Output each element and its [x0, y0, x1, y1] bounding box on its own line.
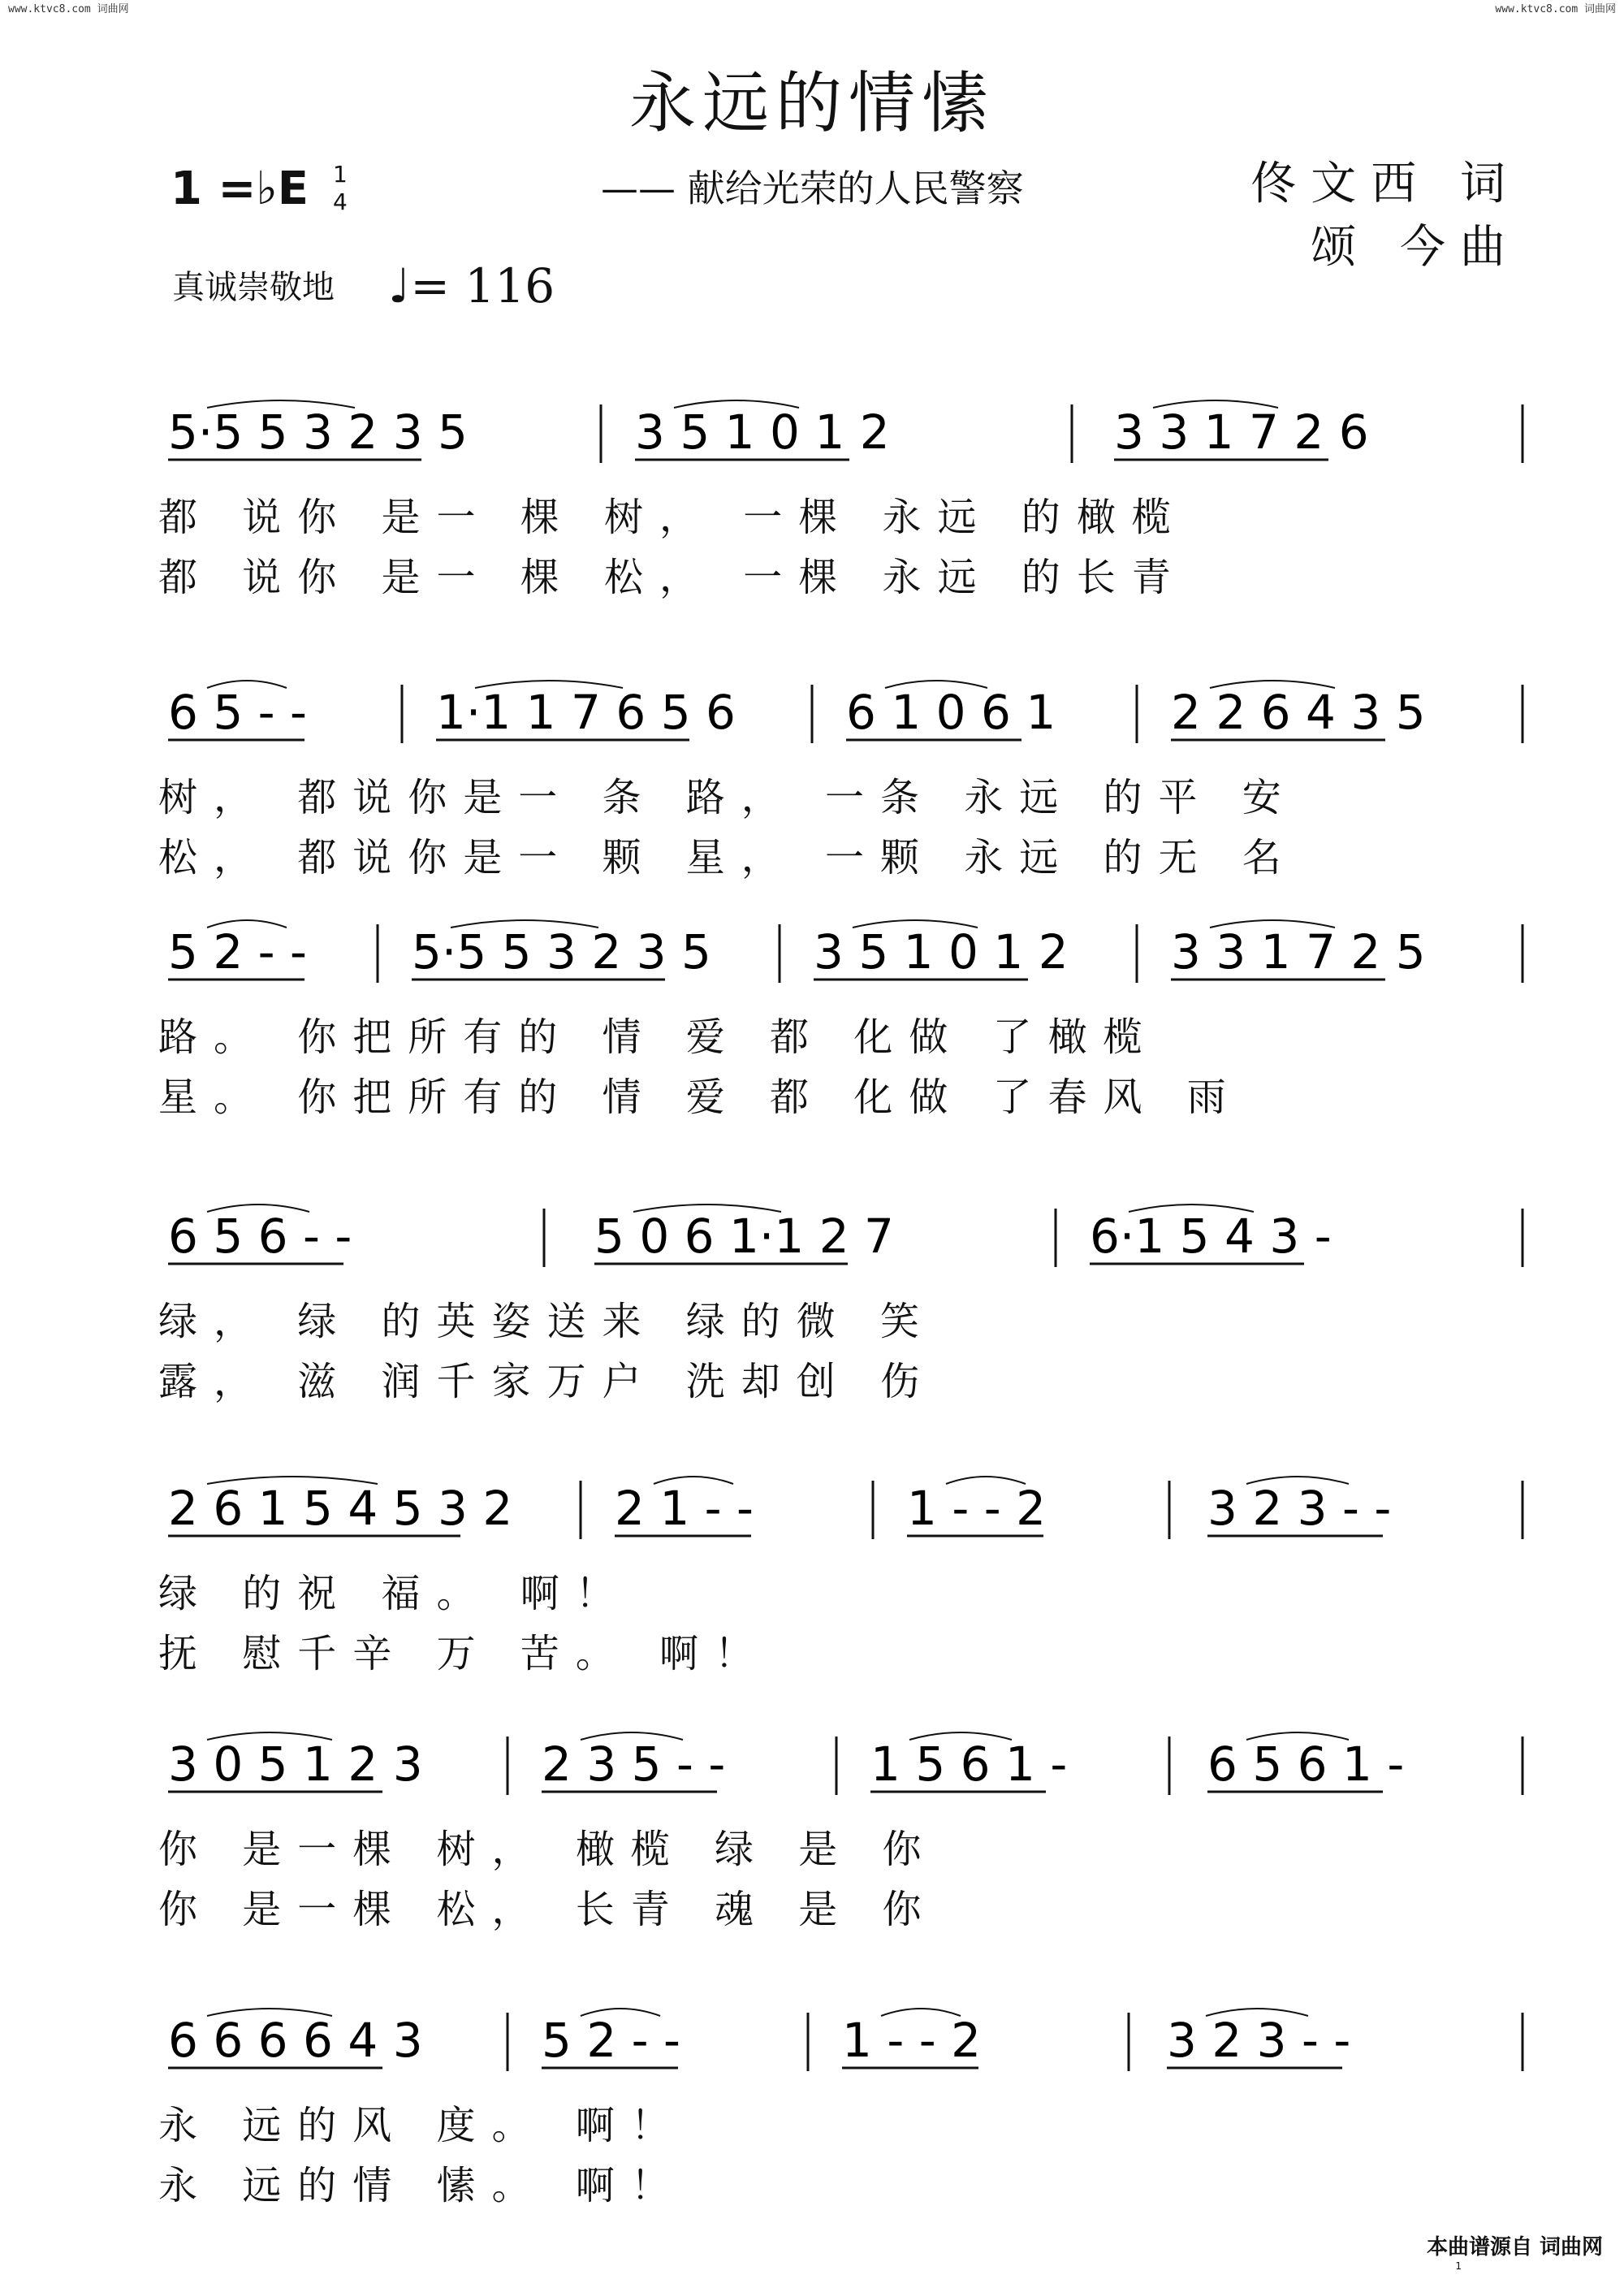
- page-number: 1: [1455, 2260, 1462, 2272]
- measure-notes: 5·5 5 3 2 3 5: [168, 404, 468, 460]
- watermark-left: www.ktvc8.com 词曲网: [8, 3, 129, 15]
- stave-3: [158, 918, 1527, 1129]
- quarter-note-icon: ♩: [388, 258, 411, 314]
- lyric-line-2: 星。 你把所有的 情 爱 都 化做 了春风 雨: [158, 1075, 1242, 1120]
- stave-4: [158, 1202, 1527, 1413]
- measure-notes: 3 0 5 1 2 3: [168, 1737, 423, 1792]
- song-subtitle: —— 献给光荣的人民警察: [601, 167, 1024, 210]
- measure-notes: 1 5 6 1 -: [870, 1737, 1068, 1792]
- notation-line: [158, 918, 1527, 991]
- measure-notes: 3 5 1 0 1 2: [635, 404, 890, 460]
- time-signature-bottom: 4: [333, 188, 348, 215]
- measure-notes: 1·1 1 7 6 5 6: [436, 685, 736, 740]
- notation-line: [158, 1474, 1527, 1547]
- measure-notes: 5·5 5 3 2 3 5: [412, 924, 711, 980]
- stave-5: [158, 1474, 1527, 1685]
- measure-notes: 6 6 6 6 4 3: [168, 2013, 423, 2068]
- time-signature: [333, 161, 348, 216]
- key-signature: 1 =♭E: [171, 162, 309, 215]
- stave-2: [158, 678, 1527, 889]
- lyricist-credit: 佟文西 词: [1250, 158, 1520, 210]
- lyric-line-2: 你 是一棵 松， 长青 魂 是 你: [158, 1887, 938, 1932]
- measure-notes: 2 1 - -: [615, 1481, 754, 1536]
- measure-notes: 2 3 5 - -: [542, 1737, 726, 1792]
- measure-notes: 3 3 1 7 2 5: [1171, 924, 1426, 980]
- measure-notes: 6 5 6 1 -: [1207, 1737, 1405, 1792]
- notation-line: [158, 2006, 1527, 2079]
- expression-marking: 真诚崇敬地: [172, 269, 335, 306]
- tempo-value: = 116: [410, 258, 555, 314]
- measure-notes: 6 1 0 6 1: [846, 685, 1056, 740]
- credits: [1250, 153, 1520, 279]
- measure-notes: 5 2 - -: [168, 924, 307, 980]
- stave-1: [158, 398, 1527, 609]
- lyric-line-2: 抚 慰千辛 万 苦。 啊！: [158, 1631, 771, 1676]
- lyric-line-1: 你 是一棵 树， 橄榄 绿 是 你: [158, 1827, 938, 1872]
- lyric-line-1: 树， 都说你是一 条 路， 一条 永远 的平 安: [158, 775, 1298, 820]
- measure-notes: 6·1 5 4 3 -: [1090, 1209, 1332, 1264]
- time-signature-top: 1: [333, 161, 348, 188]
- song-title: 永远的情愫: [628, 65, 995, 142]
- measure-notes: 2 2 6 4 3 5: [1171, 685, 1426, 740]
- lyric-line-2: 松， 都说你是一 颗 星， 一颗 永远 的无 名: [158, 835, 1298, 880]
- measure-notes: 3 2 3 - -: [1207, 1481, 1392, 1536]
- lyric-line-1: 绿， 绿 的英姿送来 绿的微 笑: [158, 1299, 936, 1344]
- lyric-line-2: 永 远的情 愫。 啊！: [158, 2163, 686, 2208]
- lyric-line-2: 露， 滋 润千家万户 洗却创 伤: [158, 1359, 936, 1404]
- measure-notes: 3 3 1 7 2 6: [1114, 404, 1369, 460]
- measure-notes: 6 5 6 - -: [168, 1209, 352, 1264]
- measure-notes: 6 5 - -: [168, 685, 307, 740]
- lyric-line-1: 都 说你 是一 棵 树， 一棵 永远 的橄榄: [158, 495, 1187, 540]
- notation-line: [158, 1730, 1527, 1803]
- measure-notes: 5 2 - -: [542, 2013, 680, 2068]
- watermark-right: www.ktvc8.com 词曲网: [1495, 3, 1616, 15]
- measure-notes: 5 0 6 1·1 2 7: [594, 1209, 894, 1264]
- notation-line: [158, 678, 1527, 751]
- stave-7: [158, 2006, 1527, 2217]
- measure-notes: 1 - - 2: [842, 2013, 981, 2068]
- stave-6: [158, 1730, 1527, 1941]
- measure-notes: 3 5 1 0 1 2: [814, 924, 1069, 980]
- tempo-marking: [388, 258, 555, 314]
- measure-notes: 1 - - 2: [907, 1481, 1046, 1536]
- lyric-line-1: 路。 你把所有的 情 爱 都 化做 了橄榄: [158, 1014, 1159, 1060]
- notation-line: [158, 1202, 1527, 1275]
- measure-notes: 3 2 3 - -: [1167, 2013, 1351, 2068]
- lyric-line-2: 都 说你 是一 棵 松， 一棵 永远 的长青: [158, 555, 1187, 600]
- measure-notes: 2 6 1 5 4 5 3 2: [168, 1481, 513, 1536]
- lyric-line-1: 绿 的祝 福。 啊！: [158, 1571, 631, 1616]
- composer-credit: 颂 今曲: [1311, 221, 1520, 274]
- source-footer: 本曲谱源自 词曲网: [1426, 2235, 1603, 2260]
- lyric-line-1: 永 远的风 度。 啊！: [158, 2103, 686, 2148]
- notation-line: [158, 398, 1527, 471]
